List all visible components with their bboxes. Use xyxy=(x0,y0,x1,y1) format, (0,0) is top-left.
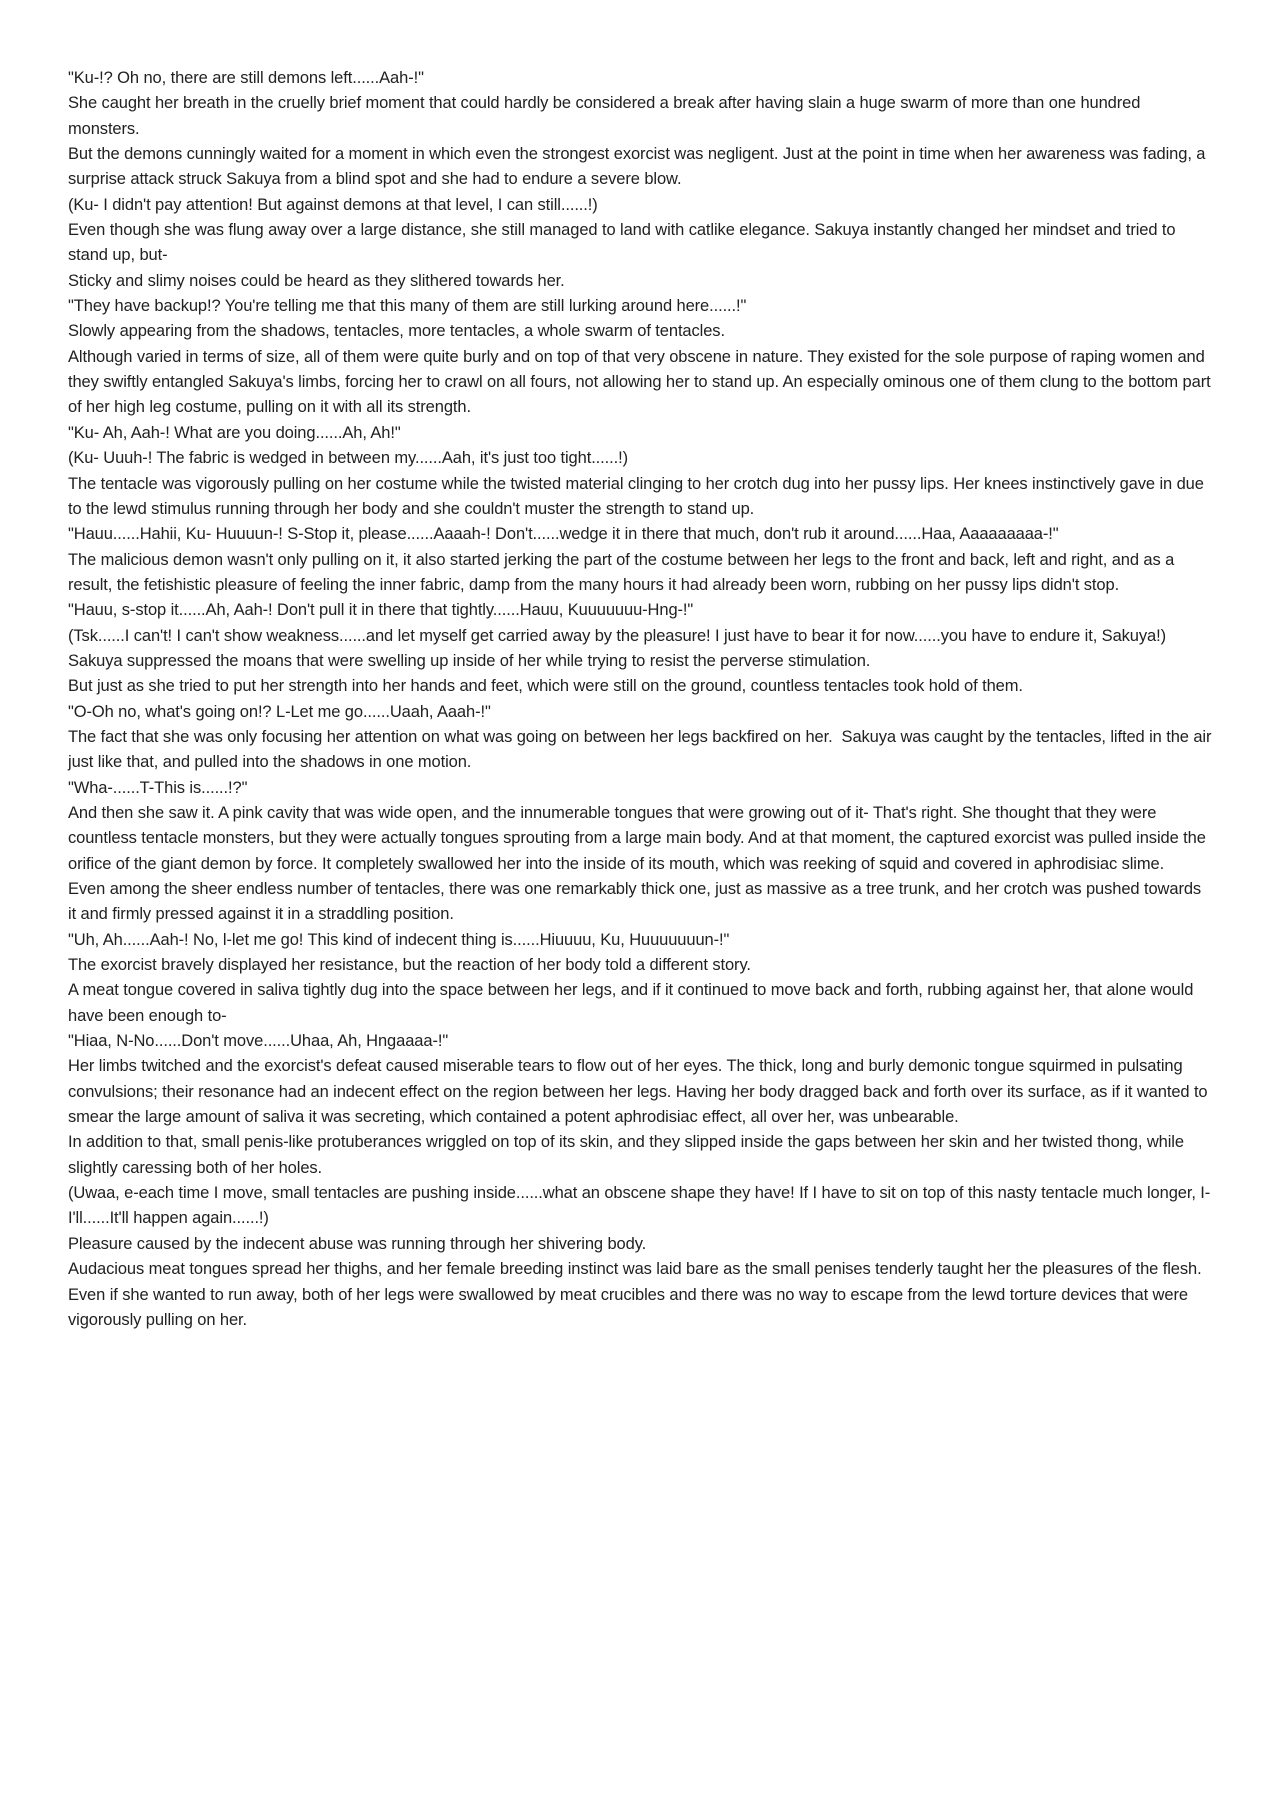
paragraph: She caught her breath in the cruelly brief moment that could hardly be considered a break after having slain a huge swarm of more than one hundred monsters. xyxy=(68,94,1145,138)
paragraph: The malicious demon wasn't only pulling on it, it also started jerking the part of the costume between her legs to the front and back, left and right, and as a result, the fetishistic pleasure of feeling the inner fabric, damp from the many hours it had already been worn, rubbing on her pussy lips didn't stop. xyxy=(68,550,1179,594)
paragraph: Audacious meat tongues spread her thighs, and her female breeding instinct was laid bare as the small penises tenderly taught her the pleasures of the flesh. Even if she wanted to run away, both of her legs were swallowed by meat crucibles and there was no way to escape from the lewd torture devices that were vigorously pulling on her. xyxy=(68,1260,1207,1329)
paragraph: Sticky and slimy noises could be heard as they slithered towards her. xyxy=(68,271,565,290)
paragraph: Pleasure caused by the indecent abuse was running through her shivering body. xyxy=(68,1234,647,1253)
paragraph: In addition to that, small penis-like protuberances wriggled on top of its skin, and they slipped inside the gaps between her skin and her twisted thong, while slightly caressing both of her holes. xyxy=(68,1133,1189,1177)
paragraph: Even though she was flung away over a large distance, she still managed to land with catlike elegance. Sakuya instantly changed her mindset and tried to stand up, but- xyxy=(68,221,1180,265)
paragraph: (Tsk......I can't! I can't show weakness......and let myself get carried away by the pleasure! I just have to bear it for now......you have to endure it, Sakuya!) xyxy=(68,626,1166,645)
paragraph: "Ku- Ah, Aah-! What are you doing......Ah, Ah!" xyxy=(68,423,401,442)
paragraph: "Ku-!? Oh no, there are still demons left......Aah-!" xyxy=(68,69,424,87)
paragraph: The exorcist bravely displayed her resistance, but the reaction of her body told a different story. xyxy=(68,956,751,975)
paragraph: Sakuya suppressed the moans that were swelling up inside of her while trying to resist the perverse stimulation. xyxy=(68,651,871,670)
paragraph: "Hauu......Hahii, Ku- Huuuun-! S-Stop it, please......Aaaah-! Don't......wedge it in there that much, don't rub it around......Haa, Aaaaaaaaa-!" xyxy=(68,525,1059,544)
document-body xyxy=(68,66,1216,1333)
paragraph: The fact that she was only focusing her attention on what was going on between her legs backfired on her. Sakuya was caught by the tentacles, lifted in the air just like that, and pulled into the shadows in one motion. xyxy=(68,727,1216,772)
paragraph: (Ku- Uuuh-! The fabric is wedged in between my......Aah, it's just too tight......!) xyxy=(68,449,628,468)
paragraph: "Hiaa, N-No......Don't move......Uhaa, Ah, Hngaaaa-!" xyxy=(68,1032,449,1051)
paragraph: "O-Oh no, what's going on!? L-Let me go......Uaah, Aaah-!" xyxy=(68,702,491,721)
paragraph: A meat tongue covered in saliva tightly dug into the space between her legs, and if it continued to move back and forth, rubbing against her, that alone would have been enough to- xyxy=(68,981,1198,1025)
paragraph: But just as she tried to put her strength into her hands and feet, which were still on the ground, countless tentacles took hold of them. xyxy=(68,677,1023,696)
paragraph: But the demons cunningly waited for a moment in which even the strongest exorcist was negligent. Just at the point in time when her awareness was fading, a surprise attack struck Sakuya from a blind spot and she had to endure a severe blow. xyxy=(68,145,1210,189)
paragraph: "They have backup!? You're telling me that this many of them are still lurking around here......!" xyxy=(68,297,747,316)
paragraph: "Uh, Ah......Aah-! No, l-let me go! This kind of indecent thing is......Hiuuuu, Ku, Huuuuuuun-!" xyxy=(68,930,730,949)
paragraph: "Wha-......T-This is......!?" xyxy=(68,778,248,797)
paragraph: "Hauu, s-stop it......Ah, Aah-! Don't pull it in there that tightly......Hauu, Kuuuuuuu-Hng-!" xyxy=(68,601,694,620)
paragraph: The tentacle was vigorously pulling on her costume while the twisted material clinging to her crotch dug into her pussy lips. Her knees instinctively gave in due to the lewd stimulus running through her body and she couldn't muster the strength to stand up. xyxy=(68,474,1209,518)
paragraph: Slowly appearing from the shadows, tentacles, more tentacles, a whole swarm of tentacles. xyxy=(68,322,725,341)
paragraph: Although varied in terms of size, all of them were quite burly and on top of that very obscene in nature. They existed for the sole purpose of raping women and they swiftly entangled Sakuya's limbs, forcing her to crawl on all fours, not allowing her to stand up. An especially ominous one of them clung to the bottom part of her high leg costume, pulling on it with all its strength. xyxy=(68,347,1216,417)
paragraph: (Uwaa, e-each time I move, small tentacles are pushing inside......what an obscene shape they have! If I have to sit on top of this nasty tentacle much longer, I-I'll......It'll happen again......!) xyxy=(68,1184,1211,1228)
paragraph: Her limbs twitched and the exorcist's defeat caused miserable tears to flow out of her eyes. The thick, long and burly demonic tongue squirmed in pulsating convulsions; their resonance had an indecent effect on the region between her legs. Having her body dragged back and forth over its surface, as if it wanted to smear the large amount of saliva it was secreting, which contained a potent aphrodisiac effect, all over her, was unbearable. xyxy=(68,1057,1212,1127)
paragraph: Even among the sheer endless number of tentacles, there was one remarkably thick one, just as massive as a tree trunk, and her crotch was pushed towards it and firmly pressed against it in a straddling position. xyxy=(68,880,1206,924)
paragraph: (Ku- I didn't pay attention! But against demons at that level, I can still......!) xyxy=(68,195,598,214)
paragraph: And then she saw it. A pink cavity that was wide open, and the innumerable tongues that were growing out of it- That's right. She thought that they were countless tentacle monsters, but they were actually tongues sprouting from a large main body. And at that moment, the captured exorcist was pulled inside the orifice of the giant demon by force. It completely swallowed her into the inside of its mouth, which was reeking of squid and covered in aphrodisiac slime. xyxy=(68,803,1211,873)
